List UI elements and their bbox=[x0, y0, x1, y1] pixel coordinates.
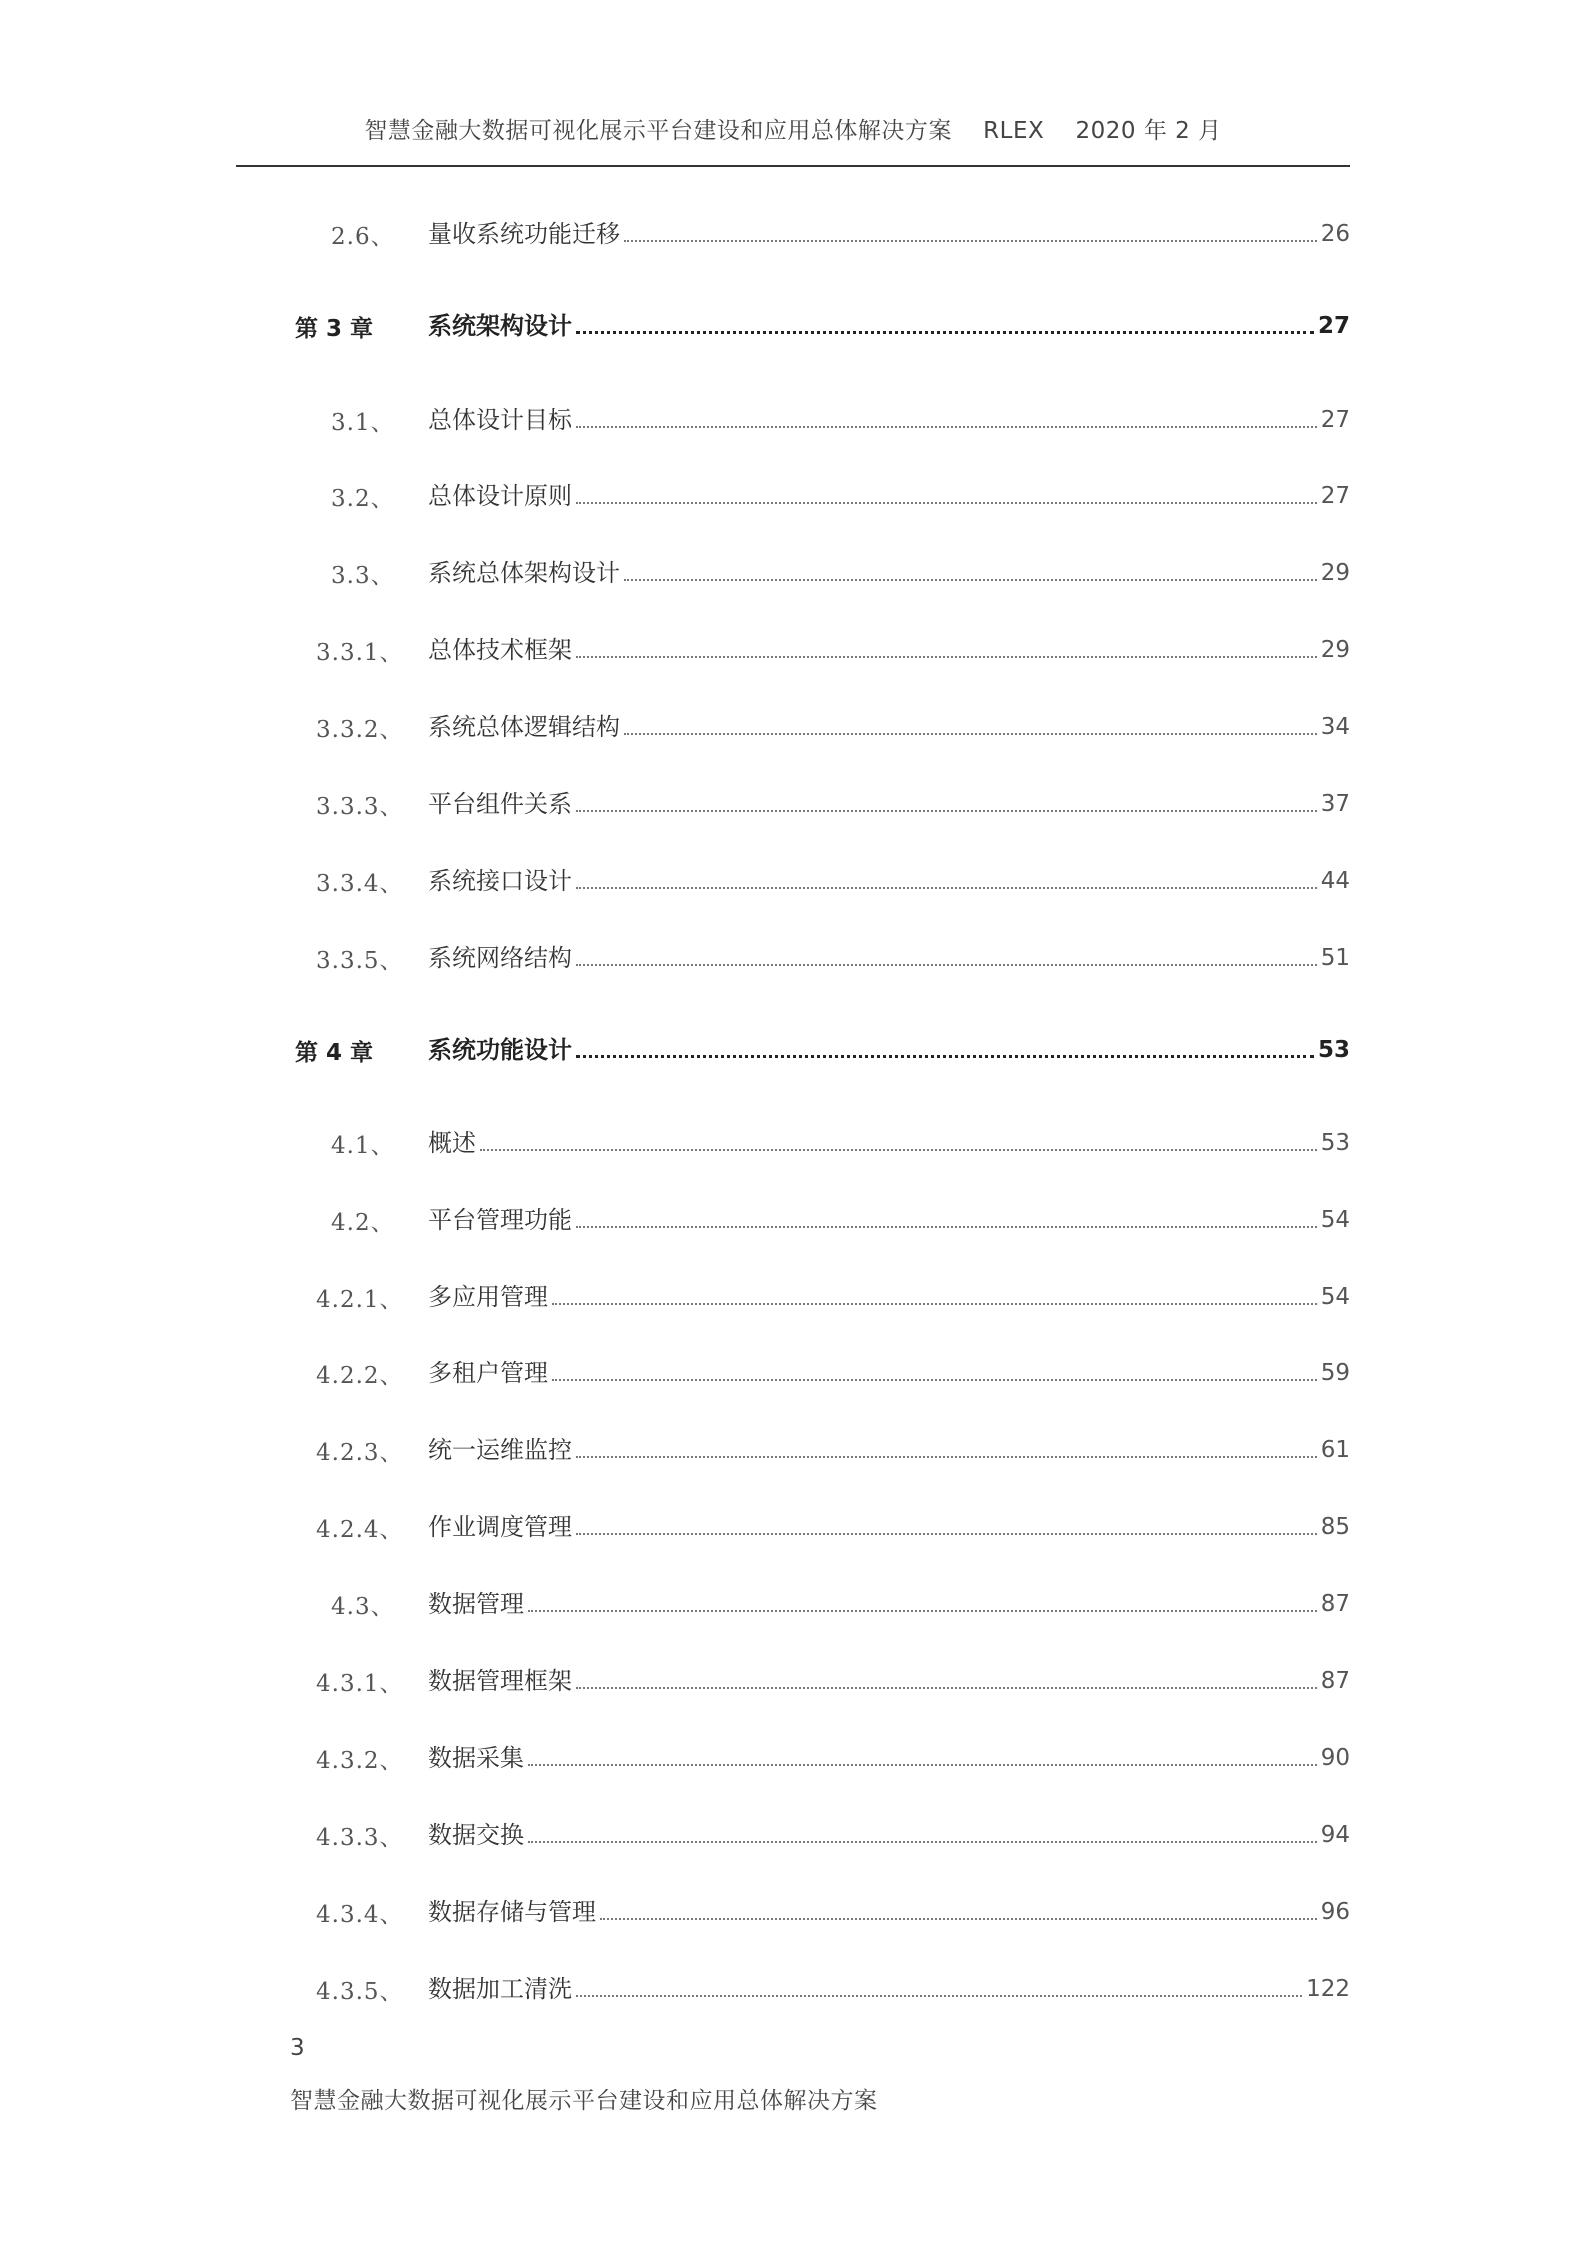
dot-leader bbox=[576, 810, 1317, 812]
dot-leader bbox=[576, 1687, 1317, 1689]
toc-entry[interactable] bbox=[0, 784, 1586, 820]
toc-entry-page[interactable]: 90 bbox=[1320, 1745, 1350, 1771]
toc-entry-number: 3.3.2、 bbox=[316, 717, 404, 743]
toc-entry-number: 4.3.4、 bbox=[316, 1902, 404, 1928]
toc-entry-title[interactable]: 作业调度管理 bbox=[428, 1513, 572, 1541]
toc-entry-number: 4.2.1、 bbox=[316, 1287, 404, 1313]
toc-entry[interactable] bbox=[0, 1661, 1586, 1697]
toc-entry-number: 4.3.2、 bbox=[316, 1748, 404, 1774]
dot-leader bbox=[600, 1918, 1317, 1920]
toc-entry-title[interactable]: 多应用管理 bbox=[428, 1283, 548, 1311]
dot-leader bbox=[576, 426, 1317, 428]
footer-title: 智慧金融大数据可视化展示平台建设和应用总体解决方案 bbox=[290, 2088, 878, 2114]
toc-chapter-entry[interactable] bbox=[0, 306, 1586, 342]
toc-entry-title[interactable]: 总体技术框架 bbox=[428, 636, 572, 664]
toc-entry-page[interactable]: 96 bbox=[1320, 1899, 1350, 1925]
toc-entry-page[interactable]: 94 bbox=[1320, 1822, 1350, 1848]
toc-entry[interactable] bbox=[0, 400, 1586, 436]
dot-leader bbox=[624, 733, 1317, 735]
toc-entry-number: 4.2.3、 bbox=[316, 1440, 404, 1466]
toc-entry[interactable] bbox=[0, 1123, 1586, 1159]
header-rule bbox=[236, 165, 1350, 167]
toc-entry-line bbox=[428, 306, 1350, 342]
toc-entry-title[interactable]: 平台组件关系 bbox=[428, 790, 572, 818]
dot-leader bbox=[576, 1995, 1302, 1997]
toc-entry-title[interactable]: 系统总体架构设计 bbox=[428, 559, 620, 587]
toc-entry-page[interactable]: 51 bbox=[1320, 945, 1350, 971]
toc-entry-number: 3.3.4、 bbox=[316, 871, 404, 897]
toc-entry-number: 3.1、 bbox=[331, 410, 395, 436]
toc-entry-page[interactable]: 87 bbox=[1320, 1591, 1350, 1617]
toc-entry-line bbox=[428, 630, 1350, 666]
dot-leader bbox=[576, 331, 1314, 334]
page-number: 3 bbox=[290, 2035, 305, 2061]
dot-leader bbox=[576, 1533, 1317, 1535]
toc-entry-number: 2.6、 bbox=[331, 224, 395, 250]
toc-entry-title[interactable]: 数据加工清洗 bbox=[428, 1975, 572, 2003]
toc-entry-title[interactable]: 统一运维监控 bbox=[428, 1436, 572, 1464]
toc-entry-page[interactable]: 26 bbox=[1320, 221, 1350, 247]
toc-entry-line bbox=[428, 707, 1350, 743]
toc-entry-number: 3.3、 bbox=[331, 563, 395, 589]
toc-entry-line bbox=[428, 400, 1350, 436]
toc-entry-title[interactable]: 数据采集 bbox=[428, 1744, 524, 1772]
dot-leader bbox=[480, 1149, 1317, 1151]
toc-entry-page[interactable]: 85 bbox=[1320, 1514, 1350, 1540]
toc-entry-number: 4.2.2、 bbox=[316, 1363, 404, 1389]
toc-entry[interactable] bbox=[0, 938, 1586, 974]
toc-entry-line bbox=[428, 1123, 1350, 1159]
toc-entry-line bbox=[428, 1200, 1350, 1236]
toc-entry-page[interactable]: 29 bbox=[1320, 560, 1350, 586]
dot-leader bbox=[576, 1055, 1314, 1058]
toc-entry-number: 第 4 章 bbox=[295, 1040, 374, 1066]
toc-entry-title[interactable]: 系统架构设计 bbox=[428, 312, 572, 340]
toc-entry-title[interactable]: 总体设计原则 bbox=[428, 482, 572, 510]
toc-entry-line bbox=[428, 476, 1350, 512]
toc-entry-number: 3.2、 bbox=[331, 486, 395, 512]
dot-leader bbox=[576, 887, 1317, 889]
toc-entry[interactable] bbox=[0, 707, 1586, 743]
toc-entry-title[interactable]: 数据管理框架 bbox=[428, 1667, 572, 1695]
dot-leader bbox=[576, 1456, 1317, 1458]
toc-entry-page[interactable]: 87 bbox=[1320, 1668, 1350, 1694]
toc-entry-page[interactable]: 122 bbox=[1306, 1976, 1350, 2002]
dot-leader bbox=[528, 1841, 1317, 1843]
toc-entry-line bbox=[428, 1738, 1350, 1774]
toc-entry[interactable] bbox=[0, 1815, 1586, 1851]
toc-entry[interactable] bbox=[0, 861, 1586, 897]
toc-entry[interactable] bbox=[0, 1277, 1586, 1313]
toc-entry-page[interactable]: 61 bbox=[1320, 1437, 1350, 1463]
dot-leader bbox=[576, 502, 1317, 504]
toc-entry-number: 3.3.3、 bbox=[316, 794, 404, 820]
dot-leader bbox=[576, 656, 1317, 658]
dot-leader bbox=[624, 240, 1317, 242]
toc-entry-title[interactable]: 数据管理 bbox=[428, 1590, 524, 1618]
toc-entry-line bbox=[428, 214, 1350, 250]
toc-entry-line bbox=[428, 1277, 1350, 1313]
toc-entry-line bbox=[428, 1507, 1350, 1543]
toc-entry-line bbox=[428, 1584, 1350, 1620]
toc-entry[interactable] bbox=[0, 1738, 1586, 1774]
toc-entry-number: 4.3.1、 bbox=[316, 1671, 404, 1697]
toc-entry-title[interactable]: 系统功能设计 bbox=[428, 1036, 572, 1064]
toc-entry-line bbox=[428, 938, 1350, 974]
toc-entry[interactable] bbox=[0, 476, 1586, 512]
toc-entry-title[interactable]: 总体设计目标 bbox=[428, 406, 572, 434]
toc-entry[interactable] bbox=[0, 1892, 1586, 1928]
toc-entry[interactable] bbox=[0, 553, 1586, 589]
toc-entry-title[interactable]: 系统总体逻辑结构 bbox=[428, 713, 620, 741]
toc-entry-page[interactable]: 37 bbox=[1320, 791, 1350, 817]
toc-entry-number: 4.3.5、 bbox=[316, 1979, 404, 2005]
toc-entry[interactable] bbox=[0, 1430, 1586, 1466]
toc-entry-line bbox=[428, 784, 1350, 820]
toc-entry-number: 3.3.5、 bbox=[316, 948, 404, 974]
toc-entry-page[interactable]: 54 bbox=[1320, 1207, 1350, 1233]
toc-entry[interactable] bbox=[0, 630, 1586, 666]
toc-entry-line bbox=[428, 1661, 1350, 1697]
toc-entry-title[interactable]: 量收系统功能迁移 bbox=[428, 220, 620, 248]
toc-entry-page[interactable]: 53 bbox=[1320, 1130, 1350, 1156]
toc-entry-page[interactable]: 27 bbox=[1320, 407, 1350, 433]
toc-entry-page[interactable]: 29 bbox=[1320, 637, 1350, 663]
toc-entry-line bbox=[428, 1892, 1350, 1928]
toc-entry-title[interactable]: 系统网络结构 bbox=[428, 944, 572, 972]
toc-entry-page[interactable]: 34 bbox=[1320, 714, 1350, 740]
dot-leader bbox=[552, 1303, 1317, 1305]
toc-entry-title[interactable]: 系统接口设计 bbox=[428, 867, 572, 895]
toc-entry-page[interactable]: 54 bbox=[1320, 1284, 1350, 1310]
toc-entry-page[interactable]: 59 bbox=[1320, 1360, 1350, 1386]
toc-entry-number: 第 3 章 bbox=[295, 316, 374, 342]
toc-entry-number: 4.1、 bbox=[331, 1133, 395, 1159]
toc-entry-page[interactable]: 44 bbox=[1320, 868, 1350, 894]
toc-entry-title[interactable]: 数据存储与管理 bbox=[428, 1898, 596, 1926]
toc-chapter-entry[interactable] bbox=[0, 1030, 1586, 1066]
dot-leader bbox=[576, 964, 1317, 966]
dot-leader bbox=[576, 1226, 1317, 1228]
toc-entry[interactable] bbox=[0, 1353, 1586, 1389]
dot-leader bbox=[528, 1764, 1317, 1766]
toc-entry-title[interactable]: 平台管理功能 bbox=[428, 1206, 572, 1234]
toc-entry-line bbox=[428, 1430, 1350, 1466]
toc-entry-number: 4.3.3、 bbox=[316, 1825, 404, 1851]
toc-entry-line bbox=[428, 1969, 1350, 2005]
toc-entry-page[interactable]: 27 bbox=[1317, 313, 1350, 339]
toc-entry-line bbox=[428, 553, 1350, 589]
toc-entry-title[interactable]: 多租户管理 bbox=[428, 1359, 548, 1387]
toc-entry-line bbox=[428, 1815, 1350, 1851]
toc-entry-line bbox=[428, 1353, 1350, 1389]
toc-entry[interactable] bbox=[0, 214, 1586, 250]
dot-leader bbox=[552, 1379, 1317, 1381]
toc-entry[interactable] bbox=[0, 1584, 1586, 1620]
toc-entry-line bbox=[428, 861, 1350, 897]
toc-entry-line bbox=[428, 1030, 1350, 1066]
toc-entry-title[interactable]: 概述 bbox=[428, 1129, 476, 1157]
toc-entry[interactable] bbox=[0, 1200, 1586, 1236]
toc-entry-title[interactable]: 数据交换 bbox=[428, 1821, 524, 1849]
toc-entry-page[interactable]: 53 bbox=[1317, 1037, 1350, 1063]
toc-entry-page[interactable]: 27 bbox=[1320, 483, 1350, 509]
dot-leader bbox=[528, 1610, 1317, 1612]
toc-entry-number: 3.3.1、 bbox=[316, 640, 404, 666]
toc-entry-number: 4.2、 bbox=[331, 1210, 395, 1236]
toc-entry[interactable] bbox=[0, 1969, 1586, 2005]
toc-entry-number: 4.3、 bbox=[331, 1594, 395, 1620]
toc-entry[interactable] bbox=[0, 1507, 1586, 1543]
running-header: 智慧金融大数据可视化展示平台建设和应用总体解决方案 RLEX 2020 年 2 月 bbox=[364, 118, 1222, 144]
toc-entry-number: 4.2.4、 bbox=[316, 1517, 404, 1543]
dot-leader bbox=[624, 579, 1317, 581]
